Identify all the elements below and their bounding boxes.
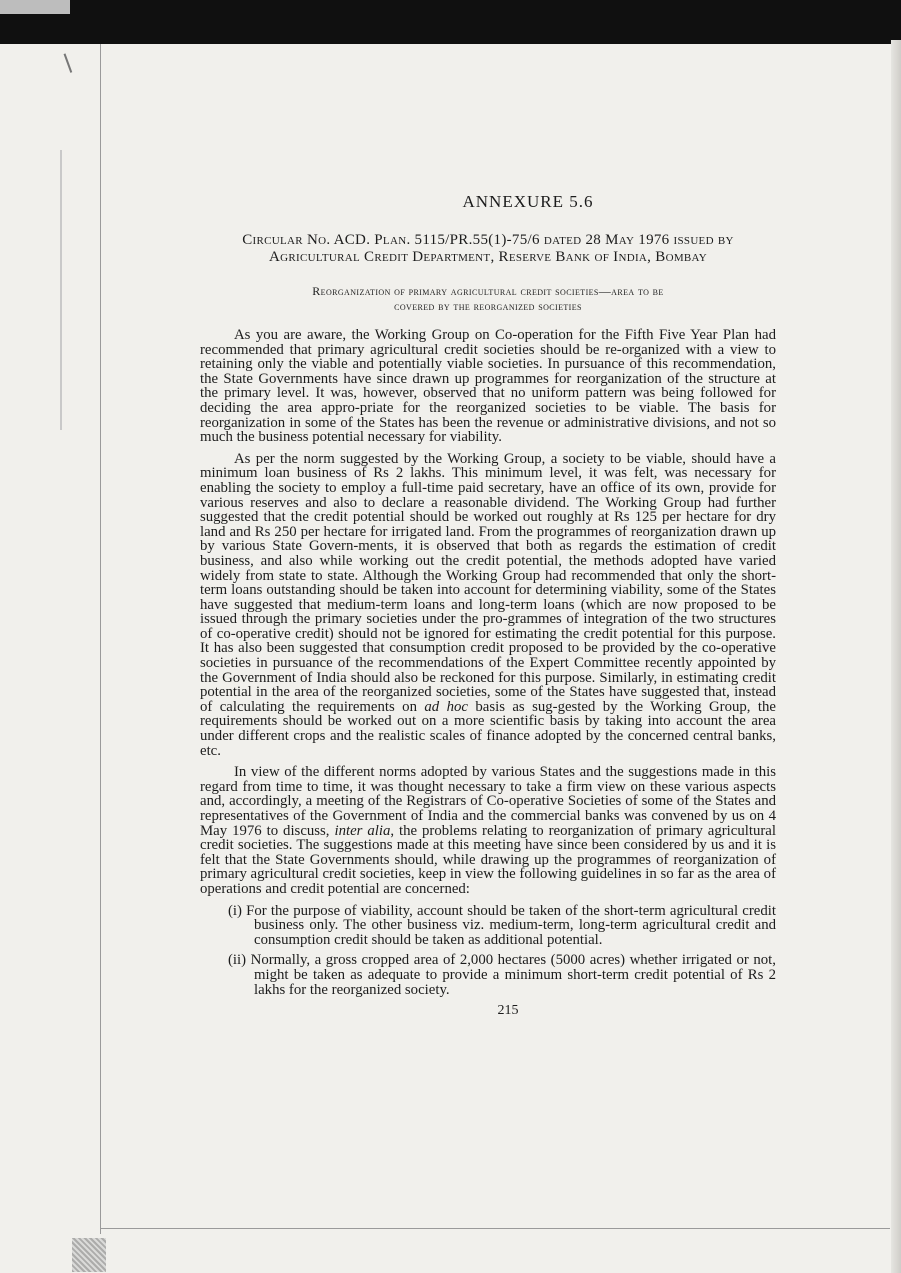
guideline-item: (ii) Normally, a gross cropped area of 2,000 hectares (5000 acres) whether irrigated or not, might be taken as adequate to provide a minimum short-term credit potential of Rs 2 lakhs for the reorganized society. [228, 952, 776, 998]
page-bottom-edge [100, 1228, 890, 1229]
scan-noise-mark [72, 1238, 106, 1272]
paragraph-2-tail: basis as sug-gested by the Working Group, the requirements should be worked out on a more scientific basis by taking into account the area under different crops and the realistic scales of finance adopted by the concerned central banks, etc. [200, 698, 776, 759]
annexure-title: ANNEXURE 5.6 [462, 192, 594, 211]
page-binding-line [100, 44, 101, 1234]
circular-line-2: Agricultural Credit Department, Reserve Bank of India, Bombay [268, 249, 708, 265]
scan-corner-mark [64, 43, 101, 73]
paragraph-3 [200, 765, 776, 896]
guideline-item: (i) For the purpose of viability, account should be taken of the short-term agricultural credit business only. The other business viz. medium-term, long-term agricultural credit and consumption credit should be taken as additional potential. [228, 902, 776, 948]
page-number: 215 [497, 1003, 519, 1019]
paragraph-1: As you are aware, the Working Group on Co-operation for the Fifth Five Year Plan had recommended that primary agricultural credit societies should be re-organized with a view to retaining only the viable and potentially viable societies. In pursuance of this recommendation, the State Governments have since drawn up programmes for reorganization of the structure at the primary level. It was, however, observed that no uniform pattern was being followed for deciding the area appro-priate for the reorganized societies to be viable. The basis for reorganization in some of the States has been the revenue or administrative divisions, and not so much the business potential necessary for viability. [200, 327, 776, 446]
guidelines-list [200, 904, 776, 998]
binding-shadow [60, 150, 62, 430]
paragraph-2-italic: ad hoc [424, 698, 468, 715]
scan-top-border [0, 0, 901, 44]
circular-line-1: Circular No. ACD. Plan. 5115/PR.55(1)-75/6 dated 28 May 1976 issued by [242, 232, 734, 248]
paragraph-2-main: As per the norm suggested by the Working Group, a society to be viable, should have a minimum loan business of Rs 2 lakhs. This minimum level, it was felt, was necessary for enabling the society to employ a full-time paid secretary, have an office of its own, provide for various reserves and also to declare a reasonable dividend. The Working Group had further suggested that the credit potential should be worked out roughly at Rs 125 per hectare for dry land and Rs 250 per hectare for irrigated land. From the programmes of reorganization drawn up by various State Govern-ments, it is observed that both as regards the estimation of credit business, and also while working out the credit potential, the methods adopted have varied widely from state to state. Although the Working Group had recommended that only the short-term loans outstanding should be taken into account for determining viability, some of the States have suggested that medium-term loans and long-term loans (which are now proposed to be issued through the primary societies under the pro-grammes of integration of the two structures of co-operative credit) should not be ignored for estimating the credit potential for this purpose. It has also been suggested that consumption credit proposed to be provided by the co-operative societies in pursuance of the recommendations of the Expert Committee recently appointed by the Government of India should also be reckoned for this purpose. Similarly, in estimating credit potential in the area of the reorganized societies, some of the States have suggested that, instead of calculating the requirements on [200, 450, 776, 715]
paragraph-2 [200, 452, 776, 758]
subject-line-1: Reorganization of primary agricultural credit societies—area to be [312, 284, 664, 298]
subject-heading [200, 284, 776, 314]
document-page [200, 192, 776, 1019]
circular-heading [200, 232, 776, 266]
paragraph-3-italic: inter alia [334, 822, 391, 839]
scan-top-corner [0, 0, 70, 14]
paragraph-3-head: In view of the different norms adopted by various States and the suggestions made in this regard from time to time, it was thought necessary to take a firm view on these various aspects and, accordingly, a meeting of the Registrars of Co-operative Societies of some of the States and representatives of the Government of India and the commercial banks was convened by us on 4 May 1976 to discuss, [200, 764, 776, 839]
paragraph-3-tail: , the problems relating to reorganization of primary agricultural credit societies. The suggestions made at this meeting have since been considered by us and it is felt that the State Governments should, while drawing up the programmes of reorganization of primary agricultural credit societies, keep in view the following guidelines in so far as the area of operations and credit potential are concerned: [200, 822, 776, 897]
subject-line-2: covered by the reorganized societies [394, 299, 582, 313]
scan-right-edge [891, 40, 901, 1273]
